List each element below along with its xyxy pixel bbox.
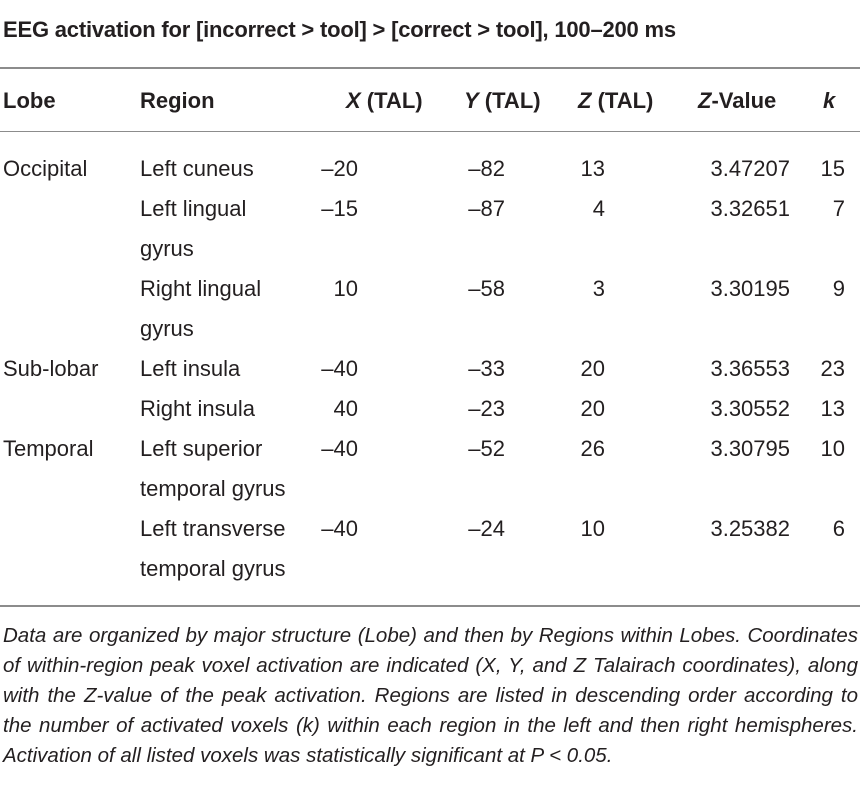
header-y-letter: Y xyxy=(464,88,479,113)
cell-z: 20 xyxy=(580,396,605,421)
cell-region: Left lingual xyxy=(140,196,247,221)
cell-z: 3 xyxy=(592,276,605,301)
header-z-suffix: (TAL) xyxy=(591,88,654,113)
header-z xyxy=(578,88,653,114)
cell-zvalue: 3.30795 xyxy=(710,436,790,461)
cell-k: 6 xyxy=(832,516,845,541)
cell-region: Left insula xyxy=(140,356,241,381)
cell-region-continued: temporal gyrus xyxy=(140,476,286,501)
cell-k: 10 xyxy=(820,436,845,461)
cell-z: 20 xyxy=(580,356,605,381)
cell-lobe: Occipital xyxy=(3,156,88,181)
cell-region: Left transverse xyxy=(140,516,286,541)
cell-x: 10 xyxy=(333,276,358,301)
cell-y: –52 xyxy=(468,436,505,461)
header-zvalue-suffix: -Value xyxy=(711,88,777,113)
cell-y: –24 xyxy=(468,516,505,541)
header-lobe: Lobe xyxy=(3,88,56,113)
header-x-suffix: (TAL) xyxy=(360,88,423,113)
cell-zvalue: 3.32651 xyxy=(710,196,790,221)
cell-zvalue: 3.36553 xyxy=(710,356,790,381)
header-rule xyxy=(0,131,860,132)
header-x-letter: X xyxy=(346,88,361,113)
table-title: EEG activation for [incorrect > tool] > [correct > tool], 100–200 ms xyxy=(3,17,676,42)
header-region: Region xyxy=(140,88,215,113)
header-k xyxy=(823,88,835,114)
cell-k: 15 xyxy=(820,156,845,181)
cell-region: Left cuneus xyxy=(140,156,254,181)
bottom-rule xyxy=(0,605,860,607)
header-zvalue xyxy=(698,88,776,114)
cell-k: 9 xyxy=(832,276,845,301)
cell-x: –40 xyxy=(321,356,358,381)
cell-region-continued: gyrus xyxy=(140,236,194,261)
cell-region: Left superior xyxy=(140,436,263,461)
header-y-suffix: (TAL) xyxy=(478,88,541,113)
cell-zvalue: 3.47207 xyxy=(710,156,790,181)
cell-k: 13 xyxy=(820,396,845,421)
header-x xyxy=(346,88,423,114)
cell-region: Right lingual xyxy=(140,276,262,301)
cell-zvalue: 3.30195 xyxy=(710,276,790,301)
cell-region-continued: gyrus xyxy=(140,316,194,341)
cell-x: –20 xyxy=(321,156,358,181)
header-k-letter: k xyxy=(823,88,836,113)
cell-z: 10 xyxy=(580,516,605,541)
cell-z: 13 xyxy=(580,156,605,181)
cell-y: –23 xyxy=(468,396,505,421)
cell-k: 7 xyxy=(832,196,845,221)
cell-y: –87 xyxy=(468,196,505,221)
cell-lobe: Sub-lobar xyxy=(3,356,99,381)
cell-x: 40 xyxy=(333,396,358,421)
cell-y: –82 xyxy=(468,156,505,181)
cell-x: –40 xyxy=(321,436,358,461)
cell-k: 23 xyxy=(820,356,845,381)
header-z-letter: Z xyxy=(578,88,592,113)
cell-y: –58 xyxy=(468,276,505,301)
cell-x: –40 xyxy=(321,516,358,541)
cell-region: Right insula xyxy=(140,396,255,421)
top-rule xyxy=(0,67,860,69)
cell-zvalue: 3.30552 xyxy=(710,396,790,421)
cell-z: 4 xyxy=(592,196,605,221)
cell-lobe: Temporal xyxy=(3,436,94,461)
cell-zvalue: 3.25382 xyxy=(710,516,790,541)
header-y xyxy=(464,88,541,114)
cell-z: 26 xyxy=(580,436,605,461)
cell-region-continued: temporal gyrus xyxy=(140,556,286,581)
header-zvalue-letter: Z xyxy=(698,88,712,113)
table-footnote: Data are organized by major structure (Lobe) and then by Regions within Lobes. Coordinates of within-region peak voxel activation are indicated (X, Y, and Z Talairach coordinates), along with the Z-value of the peak activation. Regions are listed in descending order according to the number of activated voxels (k) within each region in the left and then right hemispheres. Activation of all listed voxels was statistically significant at P < 0.05. xyxy=(3,624,858,767)
cell-y: –33 xyxy=(468,356,505,381)
cell-x: –15 xyxy=(321,196,358,221)
